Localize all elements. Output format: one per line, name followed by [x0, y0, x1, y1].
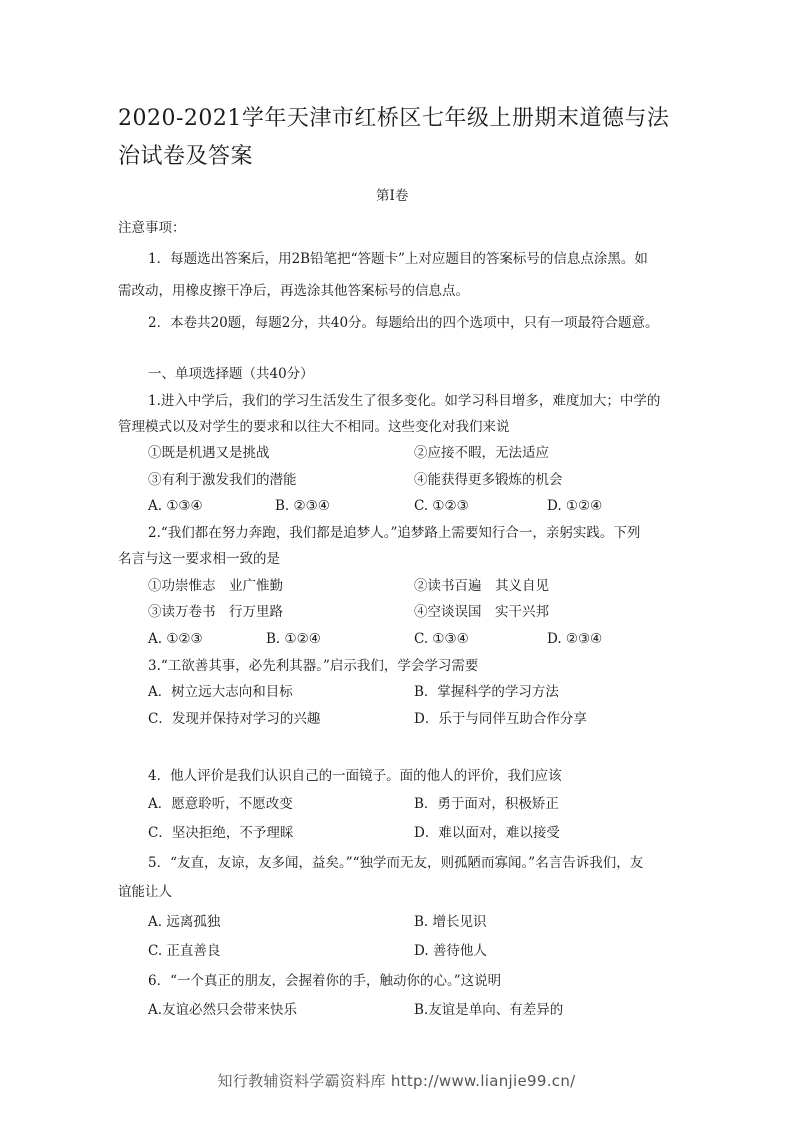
option-b: B.友谊是单向、有差异的: [414, 1002, 564, 1018]
option-b: B. ②③④: [275, 498, 330, 514]
statement-item: ③有利于激发我们的潜能: [148, 472, 297, 488]
statement-item: ②应接不暇，无法适应: [414, 445, 549, 461]
option-a: A.友谊必然只会带来快乐: [148, 1002, 298, 1018]
option-b: B．勇于面对，积极矫正: [414, 796, 559, 812]
option-d: D．难以面对，难以接受: [414, 825, 560, 841]
question-stem: 1.进入中学后，我们的学习生活发生了很多变化。如学习科目增多，难度加大；中学的: [148, 393, 661, 409]
question-stem: 4．他人评价是我们认识自己的一面镜子。面的他人的评价，我们应该: [148, 768, 562, 784]
option-c: C. 正直善良: [148, 943, 221, 959]
notice-heading: 注意事项：: [118, 220, 186, 236]
option-d: D. 善待他人: [414, 943, 487, 959]
statement-item: ②读书百遍 其义自见: [414, 578, 549, 594]
question-stem: 谊能让人: [118, 884, 172, 900]
volume-label: 第Ⅰ卷: [376, 188, 409, 204]
option-b: B．掌握科学的学习方法: [414, 684, 559, 700]
option-c: C. ①③④: [414, 631, 469, 647]
question-stem: 名言与这一要求相一致的是: [118, 551, 280, 567]
statement-item: ①功崇惟志 业广惟勤: [148, 578, 283, 594]
option-d: D. ②③④: [547, 631, 603, 647]
statement-item: ①既是机遇又是挑战: [148, 445, 270, 461]
section-heading: 一、单项选择题（共40分）: [148, 366, 314, 382]
statement-item: ③读万卷书 行万里路: [148, 604, 283, 620]
statement-item: ④空谈误国 实干兴邦: [414, 604, 549, 620]
notice-2: 2．本卷共20题，每题2分，共40分。每题给出的四个选项中，只有一项最符合题意。: [148, 315, 659, 331]
question-stem: 3.“工欲善其事，必先利其器。”启示我们，学会学习需要: [148, 658, 479, 674]
option-a: A．愿意聆听，不愿改变: [148, 796, 293, 812]
question-stem: 管理模式以及对学生的要求和以往大不相同。这些变化对我们来说: [118, 419, 510, 435]
option-b: B. ①②④: [266, 631, 321, 647]
option-b: B. 增长见识: [414, 914, 487, 930]
option-c: C．发现并保持对学习的兴趣: [148, 711, 321, 727]
option-a: A．树立远大志向和目标: [148, 684, 293, 700]
notice-1-line1: 1．每题选出答案后，用2B铅笔把“答题卡”上对应题目的答案标号的信息点涂黑。如: [148, 251, 648, 267]
document-title: 2020-2021学年天津市红桥区七年级上册期末道德与法治试卷及答案: [118, 106, 670, 169]
option-a: A. ①③④: [148, 498, 203, 514]
question-stem: 5．“友直，友谅，友多闻，益矣。”“独学而无友，则孤陋而寡闻。”名言告诉我们，友: [148, 855, 644, 871]
question-stem: 6．“一个真正的朋友，会握着你的手，触动你的心。”这说明: [148, 973, 502, 989]
question-stem: 2.“我们都在努力奔跑，我们都是追梦人。”追梦路上需要知行合一，亲躬实践。下列: [148, 525, 641, 541]
statement-item: ④能获得更多锻炼的机会: [414, 472, 563, 488]
option-d: D. ①②④: [547, 498, 603, 514]
option-c: C. ①②③: [414, 498, 469, 514]
option-c: C．坚决拒绝，不予理睬: [148, 825, 294, 841]
option-a: A. 远离孤独: [148, 914, 221, 930]
option-a: A. ①②③: [148, 631, 203, 647]
footer-watermark: 知行教辅资料学霸资料库 http://www.lianjie99.cn/: [217, 1072, 576, 1090]
notice-1-line2: 需改动，用橡皮擦干净后，再选涂其他答案标号的信息点。: [118, 283, 469, 299]
option-d: D．乐于与同伴互助合作分享: [414, 711, 587, 727]
